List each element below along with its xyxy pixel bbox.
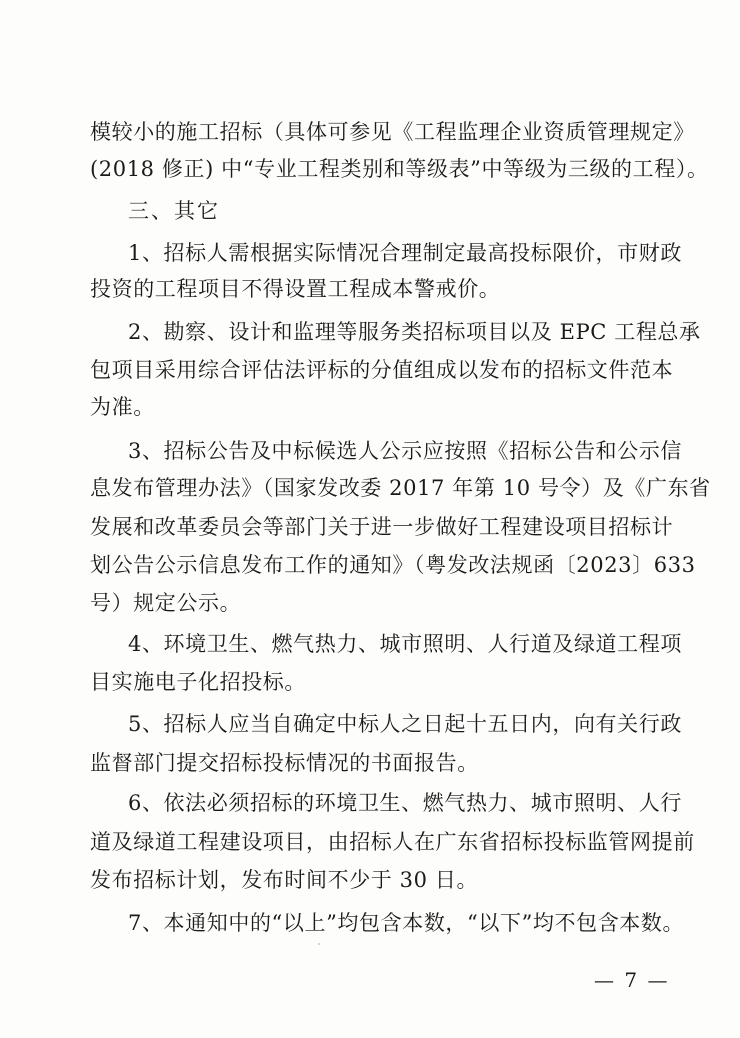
- text-line: 包项目采用综合评估法评标的分值组成以发布的招标文件范本: [90, 358, 674, 382]
- text-line: 投资的工程项目不得设置工程成本警戒价。: [90, 277, 501, 301]
- text-line: 7、本通知中的“以上”均包含本数，“以下”均不包含本数。: [128, 911, 685, 935]
- text-line: 2、勘察、设计和监理等服务类招标项目以及 EPC 工程总承: [128, 320, 701, 344]
- text-line: 3、招标公告及中标候选人公示应按照《招标公告和公示信: [128, 439, 682, 463]
- text-line: 目实施电子化招投标。: [90, 670, 306, 694]
- page-number: — 7 —: [594, 968, 670, 992]
- text-line: 5、招标人应当自确定中标人之日起十五日内，向有关行政: [128, 712, 682, 736]
- text-line: 发布招标计划，发布时间不少于 30 日。: [90, 868, 479, 892]
- section-heading: 三、其它: [128, 199, 220, 223]
- text-line: 号）规定公示。: [90, 591, 242, 615]
- text-line: 息发布管理办法》（国家发改委 2017 年第 10 号令）及《广东省: [90, 476, 711, 500]
- text-line: 6、依法必须招标的环境卫生、燃气热力、城市照明、人行: [128, 791, 682, 815]
- text-line: 道及绿道工程建设项目，由招标人在广东省招标投标监管网提前: [90, 830, 695, 854]
- scan-speck: [318, 943, 320, 945]
- text-line: (2018 修正) 中“专业工程类别和等级表”中等级为三级的工程）。: [90, 157, 709, 181]
- text-line: 模较小的施工招标（具体可参见《工程监理企业资质管理规定》: [90, 120, 695, 144]
- text-line: 发展和改革委员会等部门关于进一步做好工程建设项目招标计: [90, 515, 674, 539]
- text-line: 4、环境卫生、燃气热力、城市照明、人行道及绿道工程项: [128, 632, 682, 656]
- text-line: 划公告公示信息发布工作的通知》（粤发改法规函〔2023〕633: [90, 553, 696, 577]
- text-line: 1、招标人需根据实际情况合理制定最高投标限价，市财政: [128, 241, 682, 265]
- text-line: 为准。: [90, 395, 155, 419]
- text-line: 监督部门提交招标投标情况的书面报告。: [90, 751, 479, 775]
